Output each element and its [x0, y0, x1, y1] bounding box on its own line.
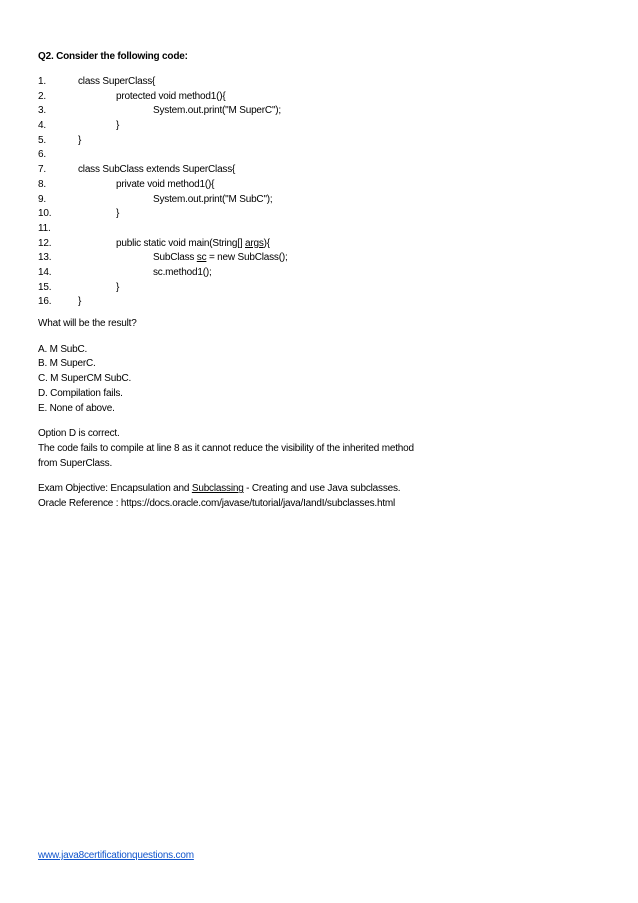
objective-suffix: - Creating and use Java subclasses.: [243, 483, 401, 495]
code-token: }: [116, 281, 120, 293]
code-text: [116, 281, 119, 296]
code-token: }: [116, 208, 120, 220]
option-c: C. M SuperCM SubC.: [38, 373, 132, 385]
code-line: [38, 75, 608, 90]
line-number: 11.: [38, 222, 51, 234]
exam-objective: [38, 482, 608, 497]
code-token: class SuperClass{: [78, 76, 156, 87]
line-number: 8.: [38, 178, 46, 190]
code-text: [78, 134, 81, 149]
code-text: [153, 266, 212, 281]
oracle-reference: Oracle Reference : https://docs.oracle.com/javase/tutorial/java/IandI/subclasses.html: [38, 498, 396, 510]
code-listing: [38, 75, 608, 310]
line-number: 4.: [38, 120, 46, 132]
code-line: [38, 266, 608, 281]
line-number: 15.: [38, 281, 52, 293]
code-underlined-token: sc: [196, 252, 207, 264]
code-token: }: [78, 296, 82, 308]
code-line: [38, 281, 608, 296]
question-title: Q2. Consider the following code:: [38, 51, 188, 62]
code-line: [38, 119, 608, 134]
code-text: [116, 207, 119, 222]
code-text: [116, 237, 270, 252]
code-line: [38, 134, 608, 149]
code-line: [38, 148, 608, 163]
code-token: System.out.print("M SubC");: [153, 193, 273, 205]
code-text: [78, 295, 81, 310]
code-token: = new SubClass();: [206, 252, 288, 264]
answer-explanation: [38, 427, 608, 471]
code-text: [153, 251, 288, 266]
code-text: [78, 75, 155, 90]
code-line: [38, 207, 608, 222]
line-number: 16.: [38, 296, 52, 308]
options-list: [38, 343, 608, 417]
answer-line: Option D is correct.: [38, 428, 120, 440]
code-line: [38, 104, 608, 119]
line-number: 6.: [38, 149, 46, 161]
code-token: public static void main(String[]: [116, 237, 246, 249]
code-underlined-token: args: [245, 237, 264, 249]
code-line: [38, 251, 608, 266]
code-text: [116, 119, 119, 134]
option-a: A. M SubC.: [38, 343, 88, 355]
code-text: [116, 178, 214, 193]
footer-website-link[interactable]: www.java8certificationquestions.com: [38, 850, 194, 861]
objective-prefix: Exam Objective: Encapsulation and: [38, 483, 192, 495]
explanation-line-cont: from SuperClass.: [38, 457, 113, 469]
code-token: System.out.print("M SuperC");: [153, 105, 282, 117]
code-token: sc.method1();: [153, 266, 212, 278]
code-token: class SubClass extends SuperClass{: [78, 164, 236, 176]
option-e: E. None of above.: [38, 402, 115, 414]
objective-underlined: Subclassing: [191, 483, 244, 495]
line-number: 12.: [38, 237, 52, 249]
code-token: }: [78, 134, 82, 146]
line-number: 10.: [38, 208, 52, 220]
code-line: [38, 178, 608, 193]
code-line: [38, 237, 608, 252]
line-number: 2.: [38, 90, 46, 102]
code-line: [38, 295, 608, 310]
code-line: [38, 193, 608, 208]
references: [38, 482, 608, 511]
line-number: 14.: [38, 266, 52, 278]
code-token: private void method1(){: [116, 178, 215, 190]
code-text: [116, 90, 226, 105]
code-line: [38, 222, 608, 237]
code-token: ){: [263, 237, 270, 249]
line-number: 9.: [38, 193, 46, 205]
code-line: [38, 90, 608, 105]
code-token: protected void method1(){: [116, 90, 226, 102]
code-token: SubClass: [153, 252, 197, 264]
line-number: 1.: [38, 76, 46, 87]
line-number: 7.: [38, 164, 46, 176]
line-number: 5.: [38, 134, 46, 146]
question-prompt: What will be the result?: [38, 318, 137, 329]
code-text: [78, 163, 235, 178]
code-line: [38, 163, 608, 178]
code-text: [153, 104, 281, 119]
code-token: }: [116, 120, 120, 132]
line-number: 3.: [38, 105, 46, 117]
document-page: [38, 50, 608, 523]
line-number: 13.: [38, 252, 52, 264]
explanation-line: The code fails to compile at line 8 as it cannot reduce the visibility of the inherited method: [38, 442, 414, 454]
option-b: B. M SuperC.: [38, 358, 96, 370]
option-d: D. Compilation fails.: [38, 387, 123, 399]
code-text: [153, 193, 273, 208]
